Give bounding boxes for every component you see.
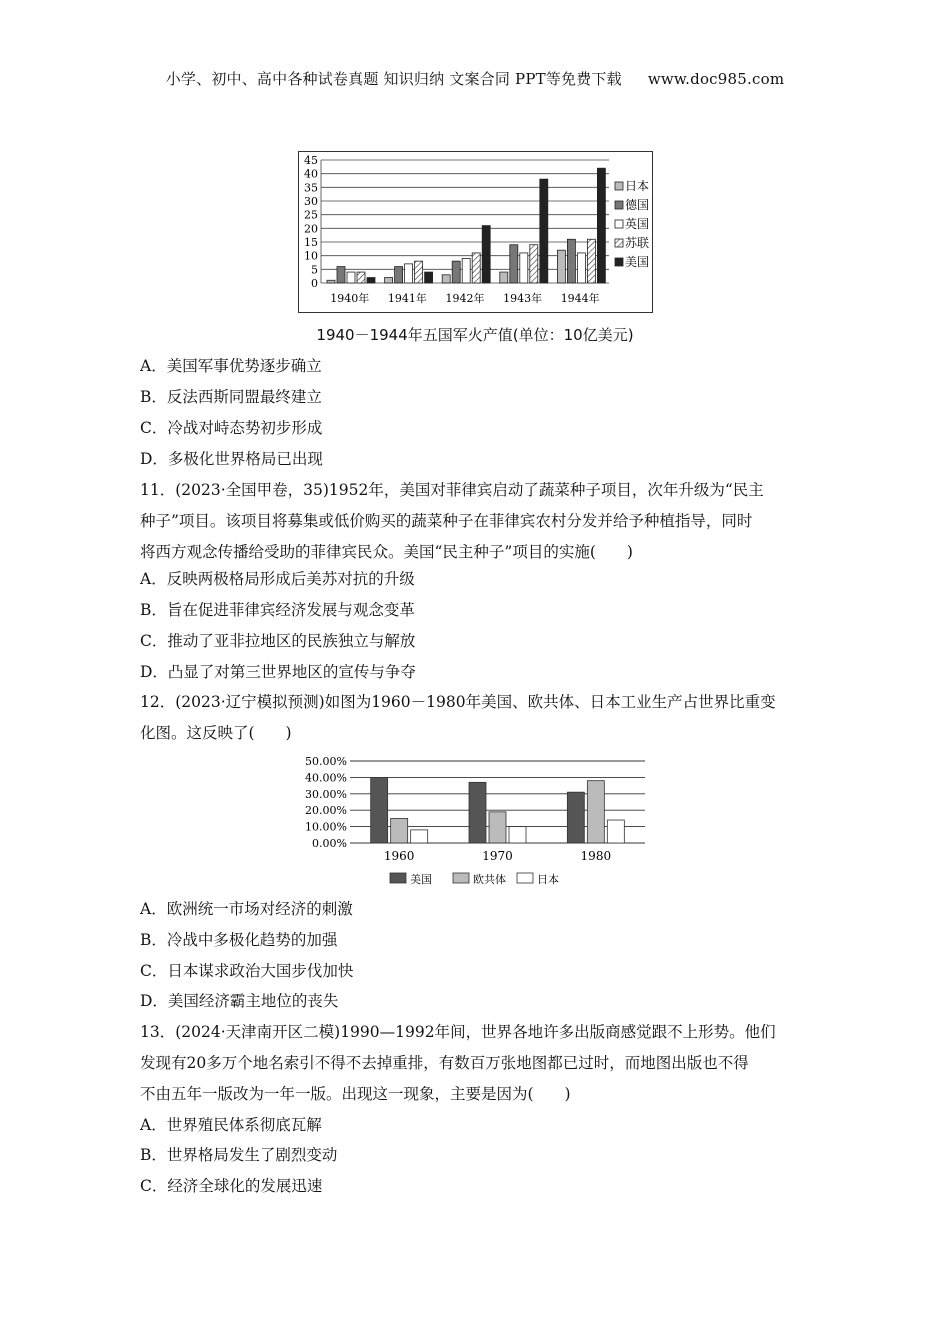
bar-苏联-1943年	[530, 245, 538, 283]
bar-英国-1942年	[462, 258, 470, 283]
legend-swatch-美国	[615, 258, 623, 266]
q12-stem-line-1: 12．(2023·辽宁模拟预测)如图为1960－1980年美国、欧共体、日本工业生产占世界比重变	[140, 693, 776, 711]
bar-英国-1944年	[577, 253, 585, 283]
x-tick-label: 1960	[383, 849, 415, 863]
munitions-chart	[298, 151, 653, 313]
bar-日本-1943年	[500, 272, 508, 283]
y-tick-label: 0	[311, 277, 318, 290]
bar-欧共体-1980	[587, 781, 604, 843]
y-tick-label: 20	[304, 222, 318, 236]
legend-label: 日本	[625, 179, 650, 193]
y-tick-label: 40.00%	[305, 771, 347, 785]
bar-日本-1944年	[557, 250, 565, 283]
x-tick-label: 1941年	[387, 292, 427, 305]
q12-stem-line-2: 化图。这反映了( )	[140, 724, 292, 742]
q10-option-b[interactable]: B．反法西斯同盟最终建立	[140, 388, 322, 406]
q12-option-c[interactable]: C．日本谋求政治大国步伐加快	[140, 962, 354, 980]
q13-stem-line-3: 不由五年一版改为一年一版。出现这一现象，主要是因为( )	[140, 1085, 571, 1103]
chart1-caption: 1940－1944年五国军火产值(单位：10亿美元)	[316, 326, 634, 344]
q11-stem-line-3: 将西方观念传播给受助的菲律宾民众。美国“民主种子”项目的实施( )	[140, 543, 633, 561]
bar-日本-1942年	[442, 275, 450, 283]
x-tick-label: 1940年	[330, 292, 370, 305]
legend-swatch-日本	[615, 182, 623, 190]
page-header	[0, 68, 950, 89]
y-tick-label: 35	[304, 181, 318, 195]
header-text: 小学、初中、高中各种试卷真题 知识归纳 文案合同 PPT等免费下载	[165, 70, 622, 88]
legend-label: 欧共体	[473, 873, 506, 886]
q11-option-c[interactable]: C．推动了亚非拉地区的民族独立与解放	[140, 632, 416, 650]
q13-option-b[interactable]: B．世界格局发生了剧烈变动	[140, 1146, 338, 1164]
bar-美国-1940年	[367, 278, 375, 283]
q13-option-a[interactable]: A．世界殖民体系彻底瓦解	[140, 1116, 322, 1134]
q13-stem-line-2: 发现有20多万个地名索引不得不去掉重排，有数百万张地图都已过时，而地图出版也不得	[140, 1054, 749, 1072]
q10-option-d[interactable]: D．多极化世界格局已出现	[140, 450, 323, 468]
x-tick-label: 1943年	[503, 292, 543, 305]
bar-英国-1943年	[520, 253, 528, 283]
q12-option-a[interactable]: A．欧洲统一市场对经济的刺激	[140, 900, 353, 918]
bar-日本-1960	[411, 830, 428, 843]
q11-option-d[interactable]: D．凸显了对第三世界地区的宣传与争夺	[140, 663, 416, 681]
legend-label: 美国	[625, 255, 650, 269]
bar-日本-1941年	[385, 278, 393, 283]
bar-美国-1943年	[540, 179, 548, 283]
bar-日本-1970	[509, 827, 526, 843]
y-tick-label: 20.00%	[305, 804, 347, 818]
q13-stem-line-1: 13．(2024·天津南开区二模)1990—1992年间，世界各地许多出版商感觉跟不上形势。他们	[140, 1023, 776, 1041]
bar-美国-1942年	[482, 226, 490, 283]
q13-option-c[interactable]: C．经济全球化的发展迅速	[140, 1177, 323, 1195]
y-tick-label: 30	[304, 195, 318, 208]
bar-美国-1941年	[425, 272, 433, 283]
q10-option-c[interactable]: C．冷战对峙态势初步形成	[140, 419, 323, 437]
bar-德国-1940年	[337, 267, 345, 283]
legend-swatch-日本	[517, 873, 533, 883]
y-tick-label: 15	[304, 236, 318, 249]
y-tick-label: 10	[304, 249, 318, 263]
y-tick-label: 0.00%	[312, 837, 347, 850]
y-tick-label: 45	[304, 154, 318, 167]
q11-stem-line-2: 种子”项目。该项目将募集或低价购买的蔬菜种子在菲律宾农村分发并给予种植指导，同时	[140, 512, 753, 530]
bar-英国-1940年	[347, 272, 355, 283]
bar-美国-1960	[371, 777, 388, 843]
bar-苏联-1944年	[587, 239, 595, 283]
bar-苏联-1942年	[472, 253, 480, 283]
legend-label: 英国	[625, 217, 650, 231]
legend-swatch-美国	[390, 873, 406, 883]
bar-美国-1980	[567, 792, 584, 843]
y-tick-label: 5	[311, 263, 318, 277]
q11-option-a[interactable]: A．反映两极格局形成后美苏对抗的升级	[140, 570, 415, 588]
q10-option-a[interactable]: A．美国军事优势逐步确立	[140, 357, 322, 375]
q12-option-d[interactable]: D．美国经济霸主地位的丧失	[140, 992, 339, 1010]
y-tick-label: 50.00%	[305, 755, 347, 768]
legend-label: 苏联	[625, 236, 650, 250]
q11-option-b[interactable]: B．旨在促进菲律宾经济发展与观念变革	[140, 601, 415, 619]
y-tick-label: 25	[304, 208, 318, 222]
x-tick-label: 1944年	[560, 292, 600, 305]
legend-swatch-苏联	[615, 239, 623, 247]
y-tick-label: 30.00%	[305, 787, 347, 801]
header-site: www.doc985.com	[647, 70, 785, 88]
x-tick-label: 1980	[580, 849, 612, 863]
bar-德国-1943年	[510, 245, 518, 283]
munitions-chart-svg	[299, 152, 652, 312]
x-tick-label: 1970	[482, 849, 513, 863]
legend-label: 美国	[410, 873, 432, 886]
bar-日本-1980	[607, 820, 624, 843]
bar-欧共体-1970	[489, 812, 506, 843]
industry-share-chart	[295, 752, 655, 892]
bar-日本-1940年	[327, 280, 335, 283]
bar-欧共体-1960	[391, 818, 408, 843]
legend-label: 日本	[537, 873, 559, 886]
legend-swatch-欧共体	[453, 873, 469, 883]
legend-label: 德国	[625, 198, 650, 212]
bar-美国-1970	[469, 782, 486, 843]
bar-苏联-1940年	[357, 272, 365, 283]
y-tick-label: 40	[304, 167, 318, 181]
q12-option-b[interactable]: B．冷战中多极化趋势的加强	[140, 931, 338, 949]
bar-德国-1941年	[395, 267, 403, 283]
bar-德国-1942年	[452, 261, 460, 283]
y-tick-label: 10.00%	[305, 820, 347, 834]
legend-swatch-英国	[615, 220, 623, 228]
x-tick-label: 1942年	[445, 292, 485, 305]
bar-德国-1944年	[567, 239, 575, 283]
bar-苏联-1941年	[415, 261, 423, 283]
industry-share-chart-svg	[295, 752, 655, 892]
bar-美国-1944年	[597, 168, 605, 283]
bar-英国-1941年	[405, 264, 413, 283]
q11-stem-line-1: 11．(2023·全国甲卷，35)1952年，美国对菲律宾启动了蔬菜种子项目，次年升级为“民主	[140, 481, 764, 499]
legend-swatch-德国	[615, 201, 623, 209]
